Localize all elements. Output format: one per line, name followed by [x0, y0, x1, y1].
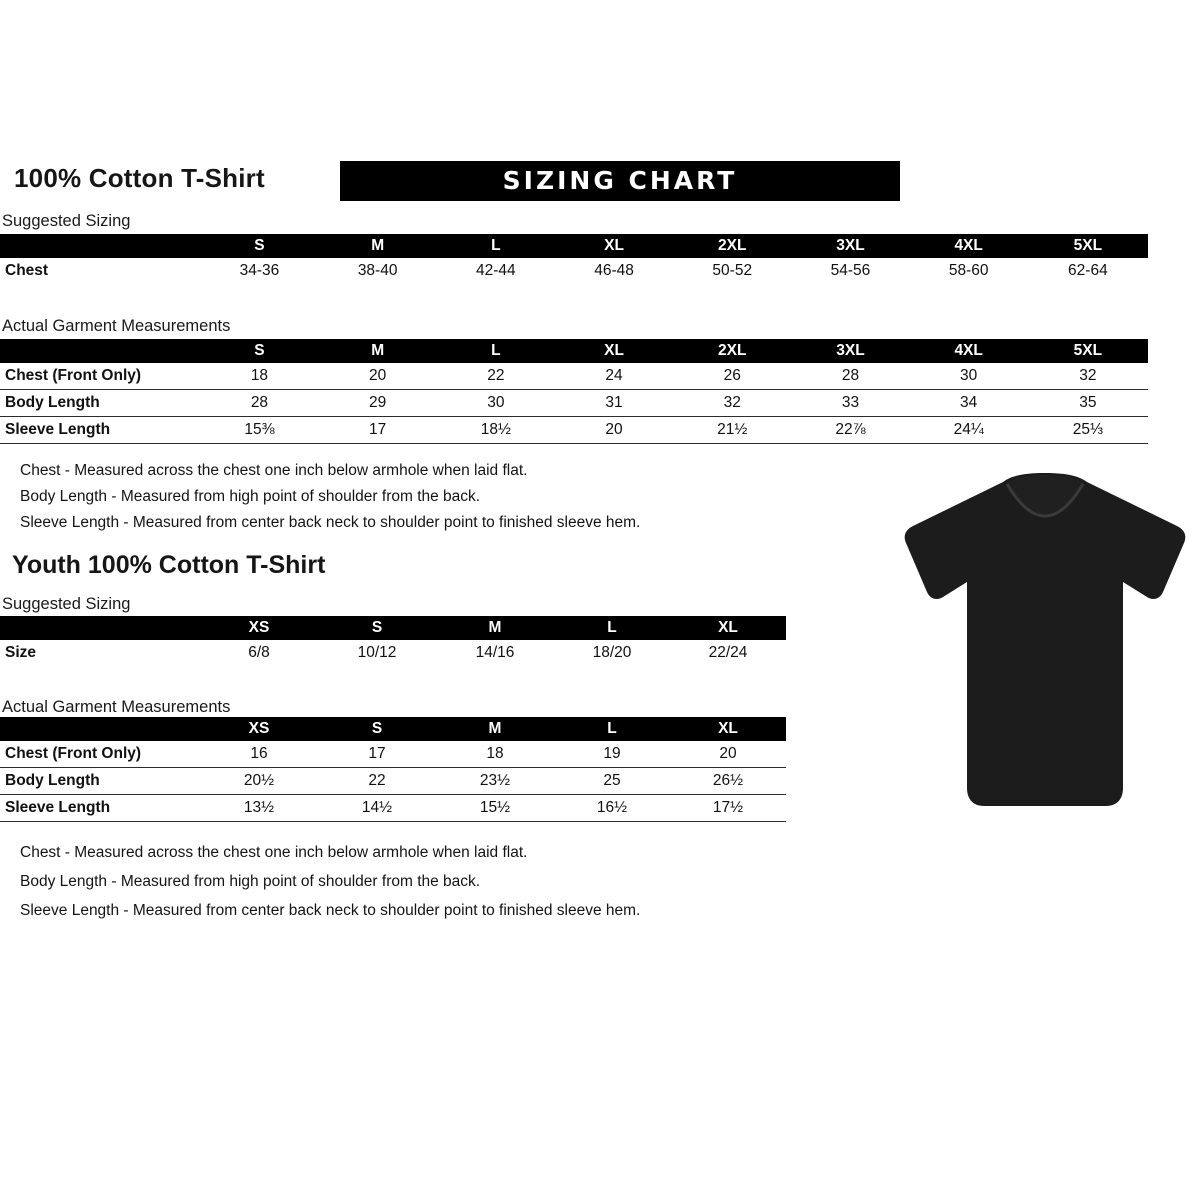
cell: 14/16 — [475, 644, 515, 661]
row-label-chest: Chest — [5, 262, 49, 279]
cell: 34 — [960, 394, 978, 411]
adult-note-body-length: Body Length - Measured from high point of shoulder from the back. — [20, 488, 481, 505]
cell: 14½ — [361, 799, 393, 816]
youth-title: Youth 100% Cotton T-Shirt — [12, 551, 326, 579]
sizing-chart-banner-label: SIZING CHART — [502, 166, 738, 195]
t-shirt-illustration — [895, 470, 1195, 815]
youth-actual-table — [0, 717, 786, 822]
table-row — [0, 363, 1148, 389]
col-head-5xl: 5XL — [1028, 234, 1148, 258]
col-head-xl: XL — [555, 234, 673, 258]
table-row — [0, 258, 1148, 284]
table-header-row — [0, 616, 786, 640]
youth-note-chest: Chest - Measured across the chest one inch below armhole when laid flat. — [20, 844, 528, 861]
col-head-m: M — [436, 717, 554, 741]
row-divider — [0, 443, 1148, 444]
cell: 18 — [250, 367, 269, 384]
cell: 24¼ — [953, 421, 984, 438]
row-label-body-length: Body Length — [5, 772, 100, 789]
cell: 20 — [719, 745, 737, 762]
youth-note-sleeve-length: Sleeve Length - Measured from center back neck to shoulder point to finished sleeve hem. — [20, 902, 641, 919]
col-head-s: S — [318, 616, 436, 640]
adult-actual-label: Actual Garment Measurements — [2, 317, 231, 335]
cell: 20½ — [243, 772, 275, 789]
table-row — [0, 417, 1148, 444]
col-head-xl: XL — [670, 717, 786, 741]
sizing-chart-banner — [340, 161, 900, 201]
cell: 15½ — [479, 799, 511, 816]
cell: 26½ — [712, 772, 744, 789]
cell: 54-56 — [830, 262, 871, 279]
cell: 16½ — [596, 799, 628, 816]
cell: 58-60 — [948, 262, 989, 279]
cell: 19 — [603, 745, 621, 762]
cell: 35 — [1079, 394, 1097, 411]
cell: 6/8 — [248, 644, 270, 661]
col-head-2xl: 2XL — [673, 339, 791, 363]
row-label-sleeve-length: Sleeve Length — [5, 799, 111, 816]
cell: 32 — [1079, 367, 1097, 384]
col-head-4xl: 4XL — [910, 339, 1028, 363]
row-label-chest-front-only: Chest (Front Only) — [5, 745, 142, 762]
cell: 28 — [250, 394, 269, 411]
col-head-blank — [0, 616, 200, 640]
col-head-l: L — [437, 234, 555, 258]
col-head-s: S — [200, 339, 318, 363]
adult-suggested-table — [0, 234, 1148, 284]
adult-suggested-label: Suggested Sizing — [2, 212, 131, 230]
col-head-blank — [0, 717, 200, 741]
cell: 30 — [487, 394, 505, 411]
col-head-s: S — [318, 717, 436, 741]
col-head-3xl: 3XL — [791, 339, 909, 363]
cell: 17 — [369, 421, 387, 438]
col-head-m: M — [319, 339, 437, 363]
col-head-l: L — [437, 339, 555, 363]
youth-suggested-table — [0, 616, 786, 666]
table-row — [0, 795, 786, 822]
col-head-s: S — [200, 234, 318, 258]
table-header-row — [0, 234, 1148, 258]
cell: 46-48 — [594, 262, 634, 279]
row-divider — [0, 821, 786, 822]
cell: 28 — [841, 367, 860, 384]
table-row — [0, 640, 786, 666]
cell: 23½ — [479, 772, 511, 789]
cell: 20 — [605, 421, 623, 438]
table-row — [0, 390, 1148, 417]
cell: 31 — [605, 394, 623, 411]
cell: 20 — [369, 367, 387, 384]
col-head-blank — [0, 234, 200, 258]
cell: 42-44 — [476, 262, 516, 279]
cell: 38-40 — [357, 262, 398, 279]
cell: 24 — [605, 367, 623, 384]
col-head-xs: XS — [200, 616, 318, 640]
col-head-3xl: 3XL — [791, 234, 909, 258]
cell: 22/24 — [708, 644, 748, 661]
cell: 29 — [369, 394, 387, 411]
cell: 62-64 — [1068, 262, 1108, 279]
cell: 18/20 — [592, 644, 632, 661]
table-row — [0, 741, 786, 767]
cell: 22 — [487, 367, 505, 384]
col-head-2xl: 2XL — [673, 234, 791, 258]
col-head-l: L — [554, 616, 670, 640]
row-label-size: Size — [5, 644, 37, 661]
cell: 26 — [723, 367, 741, 384]
cell: 21½ — [717, 421, 748, 438]
table-header-row — [0, 339, 1148, 363]
cell: 32 — [723, 394, 741, 411]
cell: 17½ — [712, 799, 744, 816]
adult-note-chest: Chest - Measured across the chest one inch below armhole when laid flat. — [20, 462, 528, 479]
cell: 22 — [368, 772, 386, 789]
adult-actual-table — [0, 339, 1148, 444]
t-shirt-icon — [895, 470, 1195, 815]
cell: 34-36 — [239, 262, 280, 279]
cell: 50-52 — [712, 262, 753, 279]
row-label-sleeve-length: Sleeve Length — [5, 421, 111, 438]
cell: 25⅓ — [1072, 421, 1103, 438]
cell: 22⅞ — [835, 421, 866, 438]
cell: 15⅜ — [244, 421, 275, 438]
youth-note-body-length: Body Length - Measured from high point of shoulder from the back. — [20, 873, 481, 890]
table-row — [0, 768, 786, 795]
col-head-5xl: 5XL — [1028, 339, 1148, 363]
col-head-blank — [0, 339, 200, 363]
youth-actual-label: Actual Garment Measurements — [2, 698, 231, 716]
cell: 16 — [250, 745, 268, 762]
adult-note-sleeve-length: Sleeve Length - Measured from center back neck to shoulder point to finished sleeve hem. — [20, 514, 641, 531]
col-head-m: M — [436, 616, 554, 640]
cell: 10/12 — [357, 644, 397, 661]
cell: 17 — [368, 745, 386, 762]
col-head-4xl: 4XL — [910, 234, 1028, 258]
col-head-l: L — [554, 717, 670, 741]
cell: 18 — [486, 745, 504, 762]
col-head-m: M — [319, 234, 437, 258]
table-header-row — [0, 717, 786, 741]
cell: 25 — [603, 772, 621, 789]
col-head-xl: XL — [670, 616, 786, 640]
youth-suggested-label: Suggested Sizing — [2, 595, 131, 613]
cell: 33 — [841, 394, 860, 411]
page-title: 100% Cotton T-Shirt — [14, 163, 265, 193]
cell: 18½ — [480, 421, 511, 438]
row-label-chest-front-only: Chest (Front Only) — [5, 367, 142, 384]
cell: 30 — [960, 367, 978, 384]
cell: 13½ — [243, 799, 275, 816]
col-head-xl: XL — [555, 339, 673, 363]
col-head-xs: XS — [200, 717, 318, 741]
row-label-body-length: Body Length — [5, 394, 100, 411]
